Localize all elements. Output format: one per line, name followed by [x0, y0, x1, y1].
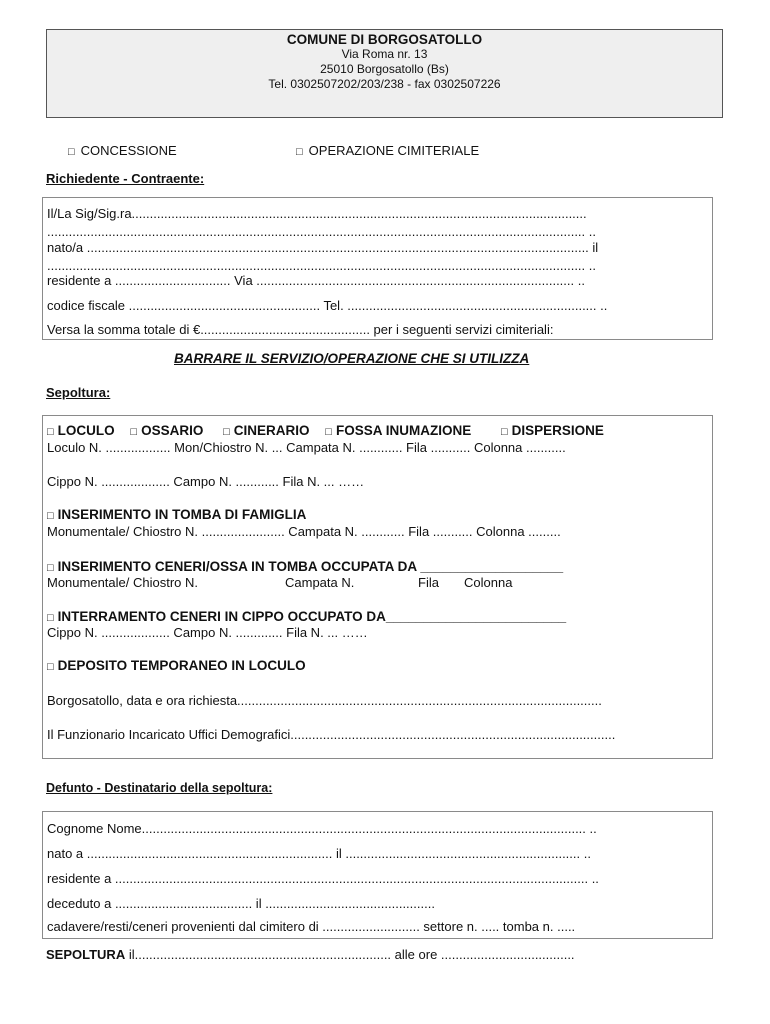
municipality-address: Via Roma nr. 13 — [341, 47, 428, 61]
applicant-birth-field[interactable]: nato/a ........................................................................................................................................... il — [47, 240, 599, 255]
applicant-tax-code-field[interactable]: codice fiscale ..................................................... Tel. ..................................................................... .. — [47, 298, 608, 313]
option-operazione-cimiteriale[interactable] — [296, 143, 479, 158]
checkbox-icon[interactable]: □ — [500, 426, 508, 438]
option-label: OPERAZIONE CIMITERIALE — [308, 143, 480, 158]
municipality-city: 25010 Borgosatollo (Bs) — [320, 62, 449, 76]
applicant-name-continued-field[interactable]: ..................................................................................................................................................... .. — [47, 224, 596, 239]
deceased-box — [42, 811, 713, 939]
applicant-payment-field[interactable]: Versa la somma totale di €............................................... per i seguenti servizi cimiteriali: — [47, 322, 554, 337]
burial-date-value[interactable]: il....................................................................... alle ore ..................................... — [125, 947, 575, 962]
municipality-name: COMUNE DI BORGOSATOLLO — [286, 32, 483, 47]
municipality-phone: Tel. 0302507202/203/238 - fax 0302507226 — [268, 77, 501, 91]
applicant-residence-field[interactable]: residente a ................................ Via ........................................................................................ .. — [47, 273, 585, 288]
ashes-cippo-details-field[interactable]: Cippo N. ................... Campo N. ............. Fila N. ... …… — [47, 625, 368, 640]
option-ashes-cippo[interactable]: □ INTERRAMENTO CENERI IN CIPPO OCCUPATO DA________________________ — [47, 609, 567, 624]
deceased-origin-field[interactable]: cadavere/resti/ceneri provenienti dal cimitero di ........................... settore n. ..... tomba n. ..... — [47, 919, 576, 934]
loculo-details-field[interactable]: Loculo N. .................. Mon/Chiostro N. ... Campata N. ............ Fila ........... Colonna ........... — [47, 440, 566, 455]
deceased-heading: Defunto - Destinatario della sepoltura: — [46, 781, 273, 795]
option-ossario[interactable]: □ OSSARIO — [130, 423, 204, 438]
cippo-details-field[interactable]: Cippo N. ................... Campo N. ............ Fila N. ... …… — [47, 474, 365, 489]
municipality-header — [46, 29, 723, 118]
checkbox-icon[interactable]: □ — [47, 612, 54, 624]
checkbox-icon[interactable]: □ — [130, 426, 138, 438]
option-loculo[interactable]: □ LOCULO — [47, 423, 115, 438]
checkbox-icon[interactable]: □ — [47, 510, 54, 522]
deceased-residence-field[interactable]: residente a ................................................................................................................................... .. — [47, 871, 599, 886]
option-temporary-deposit[interactable]: □ DEPOSITO TEMPORANEO IN LOCULO — [47, 658, 306, 673]
ashes-fila-label: Fila — [418, 575, 439, 590]
officer-signature-field[interactable]: Il Funzionario Incaricato Uffici Demografici.......................................................................................... — [47, 727, 616, 742]
ashes-campata-label: Campata N. — [285, 575, 355, 590]
checkbox-icon[interactable]: □ — [68, 146, 75, 158]
deceased-death-field[interactable]: deceduto a ...................................... il ............................................... — [47, 896, 435, 911]
burial-box — [42, 415, 713, 759]
burial-date-label: SEPOLTURA — [46, 947, 126, 962]
option-family-tomb[interactable]: □ INSERIMENTO IN TOMBA DI FAMIGLIA — [47, 507, 307, 522]
applicant-box — [42, 197, 713, 340]
burial-date-field[interactable] — [46, 947, 575, 962]
burial-heading: Sepoltura: — [46, 385, 111, 400]
deceased-name-field[interactable]: Cognome Nome........................................................................................................................... .. — [47, 821, 597, 836]
ashes-monument-label: Monumentale/ Chiostro N. — [47, 575, 199, 590]
instruction-heading: BARRARE IL SERVIZIO/OPERAZIONE CHE SI UTILIZZA — [174, 351, 530, 366]
option-ashes-occupied-tomb[interactable]: □ INSERIMENTO CENERI/OSSA IN TOMBA OCCUPATA DA ___________________ — [47, 559, 564, 574]
applicant-name-field[interactable]: Il/La Sig/Sig.ra.............................................................................................................................. — [47, 206, 587, 221]
option-fossa-inumazione[interactable]: □ FOSSA INUMAZIONE — [325, 423, 472, 438]
family-tomb-details-field[interactable]: Monumentale/ Chiostro N. ....................... Campata N. ............ Fila ........... Colonna ......... — [47, 524, 561, 539]
checkbox-icon[interactable]: □ — [47, 426, 54, 438]
checkbox-icon[interactable]: □ — [325, 426, 332, 438]
checkbox-icon[interactable]: □ — [47, 562, 54, 574]
applicant-heading: Richiedente - Contraente: — [46, 171, 205, 186]
ashes-colonna-label: Colonna — [464, 575, 513, 590]
deceased-birth-field[interactable]: nato a .................................................................... il ................................................................. .. — [47, 846, 591, 861]
request-date-field[interactable]: Borgosatollo, data e ora richiesta..................................................................................................... — [47, 693, 602, 708]
option-cinerario[interactable]: □ CINERARIO — [223, 423, 310, 438]
option-concessione[interactable] — [68, 143, 177, 158]
checkbox-icon[interactable]: □ — [47, 661, 54, 673]
checkbox-icon[interactable]: □ — [296, 146, 303, 158]
applicant-birth-date-field[interactable]: ..................................................................................................................................................... .. — [47, 258, 596, 273]
option-dispersione[interactable]: □ DISPERSIONE — [500, 423, 604, 438]
checkbox-icon[interactable]: □ — [223, 426, 230, 438]
burial-options-row — [47, 423, 604, 438]
option-label: CONCESSIONE — [80, 143, 177, 158]
